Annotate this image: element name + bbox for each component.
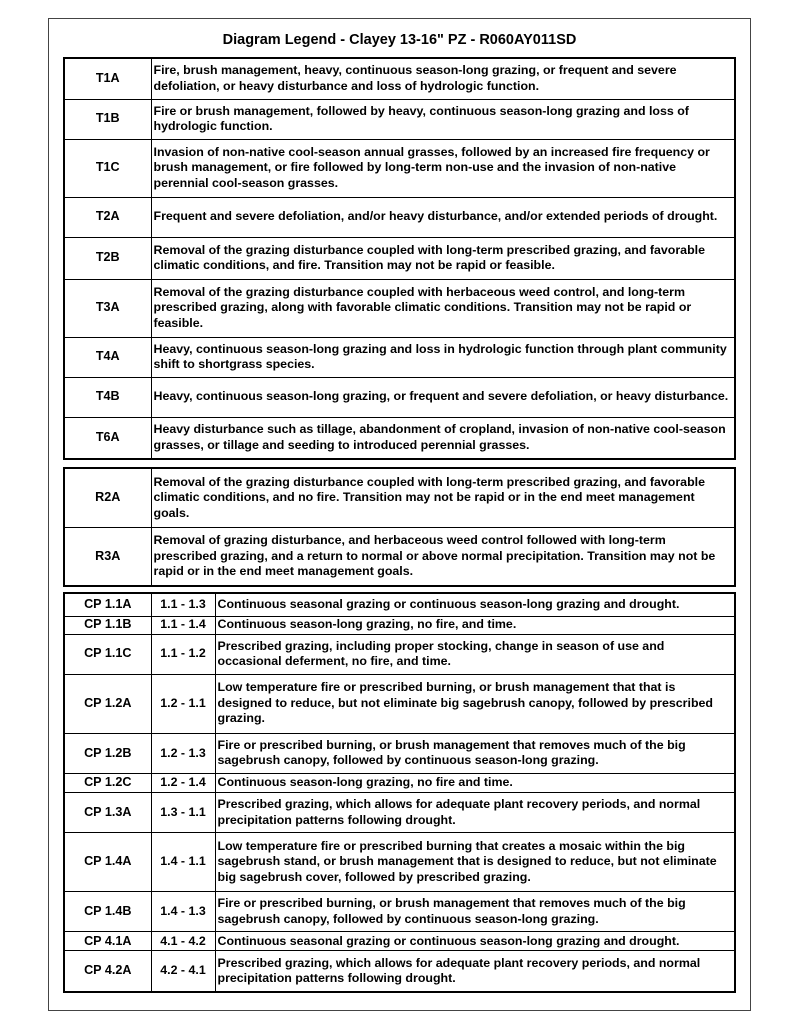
row-description: Prescribed grazing, which allows for adequate plant recovery periods, and normal precipitation patterns following drought. [215,951,734,991]
row-description: Fire, brush management, heavy, continuous season-long grazing, or frequent and severe defoliation, or heavy disturbance and loss of hydrologic function. [151,59,734,99]
row-code: R3A [65,527,151,585]
row-range: 1.2 - 1.4 [151,773,215,792]
transition-row [65,279,734,337]
pathway-row [65,833,734,892]
row-description: Continuous season-long grazing, no fire, and time. [215,616,734,634]
pathways-section [63,592,736,993]
restoration-row [65,527,734,585]
row-code: T3A [65,279,151,337]
row-code: CP 1.2C [65,773,151,792]
restorations-table [65,469,734,585]
row-description: Removal of the grazing disturbance coupled with long-term prescribed grazing, and favorable climatic conditions, and no fire. Transition may not be rapid or in the end meet management goals. [151,469,734,527]
row-code: R2A [65,469,151,527]
row-description: Prescribed grazing, including proper stocking, change in season of use and occasional deferment, no fire, and time. [215,634,734,674]
pathway-row [65,792,734,832]
transition-row [65,337,734,377]
row-code: T2A [65,197,151,237]
row-description: Fire or prescribed burning, or brush management that removes much of the big sagebrush canopy, followed by continuous season-long grazing. [215,733,734,773]
row-range: 4.1 - 4.2 [151,932,215,951]
row-code: CP 1.1C [65,634,151,674]
row-description: Heavy disturbance such as tillage, abandonment of cropland, invasion of non-native cool-season grasses, or tillage and seeding to introduced perennial grasses. [151,417,734,458]
transition-row [65,237,734,279]
row-range: 1.1 - 1.4 [151,616,215,634]
row-code: T2B [65,237,151,279]
row-description: Fire or prescribed burning, or brush management that removes much of the big sagebrush canopy, followed by continuous season-long grazing. [215,892,734,932]
row-code: T1B [65,99,151,139]
transition-row [65,99,734,139]
pathway-row [65,634,734,674]
row-range: 1.2 - 1.1 [151,674,215,733]
row-code: CP 1.1A [65,594,151,616]
row-description: Heavy, continuous season-long grazing, or frequent and severe defoliation, or heavy disturbance. [151,377,734,417]
legend-frame [48,18,751,1011]
pathway-row [65,616,734,634]
row-description: Removal of the grazing disturbance coupled with long-term prescribed grazing, and favorable climatic conditions, and fire. Transition may not be rapid or feasible. [151,237,734,279]
row-range: 1.1 - 1.2 [151,634,215,674]
transitions-table [65,59,734,458]
row-range: 1.4 - 1.3 [151,892,215,932]
row-description: Prescribed grazing, which allows for adequate plant recovery periods, and normal precipitation patterns following drought. [215,792,734,832]
transitions-section [63,57,736,460]
pathway-row [65,951,734,991]
row-range: 4.2 - 4.1 [151,951,215,991]
row-code: T6A [65,417,151,458]
row-description: Continuous seasonal grazing or continuous season-long grazing and drought. [215,932,734,951]
row-code: CP 1.2A [65,674,151,733]
row-range: 1.3 - 1.1 [151,792,215,832]
row-description: Low temperature fire or prescribed burning that creates a mosaic within the big sagebrush stand, or brush management that is designed to reduce, but not eliminate big sagebrush cover, followed by prescribed grazing. [215,833,734,892]
row-description: Continuous seasonal grazing or continuous season-long grazing and drought. [215,594,734,616]
row-code: T1A [65,59,151,99]
pathway-row [65,733,734,773]
transition-row [65,139,734,197]
pathways-table [65,594,734,991]
pathway-row [65,932,734,951]
row-description: Frequent and severe defoliation, and/or heavy disturbance, and/or extended periods of drought. [151,197,734,237]
row-code: T4B [65,377,151,417]
row-description: Heavy, continuous season-long grazing and loss in hydrologic function through plant community shift to shortgrass species. [151,337,734,377]
row-range: 1.2 - 1.3 [151,733,215,773]
row-range: 1.4 - 1.1 [151,833,215,892]
row-code: CP 4.2A [65,951,151,991]
row-description: Continuous season-long grazing, no fire and time. [215,773,734,792]
row-description: Fire or brush management, followed by heavy, continuous season-long grazing and loss of hydrologic function. [151,99,734,139]
pathway-row [65,594,734,616]
row-code: CP 1.3A [65,792,151,832]
transition-row [65,197,734,237]
restorations-section [63,467,736,587]
restoration-row [65,469,734,527]
row-code: CP 1.2B [65,733,151,773]
row-code: CP 1.4A [65,833,151,892]
transition-row [65,377,734,417]
row-description: Invasion of non-native cool-season annual grasses, followed by an increased fire frequency or brush management, or fire followed by long-term non-use and the invasion of non-native perennial cool-season grasses. [151,139,734,197]
row-code: CP 1.1B [65,616,151,634]
row-range: 1.1 - 1.3 [151,594,215,616]
row-code: T1C [65,139,151,197]
pathway-row [65,773,734,792]
row-description: Low temperature fire or prescribed burning, or brush management that that is designed to reduce, but not eliminate big sagebrush canopy, followed by prescribed grazing. [215,674,734,733]
legend-title: Diagram Legend - Clayey 13-16" PZ - R060AY011SD [222,32,577,48]
row-description: Removal of grazing disturbance, and herbaceous weed control followed with long-term prescribed grazing, and a return to normal or above normal precipitation. Transition may not be rapid or in the end meet management goals. [151,527,734,585]
row-description: Removal of the grazing disturbance coupled with herbaceous weed control, and long-term prescribed grazing, along with favorable climatic conditions. Transition may not be rapid or feasible. [151,279,734,337]
row-code: CP 4.1A [65,932,151,951]
transition-row [65,417,734,458]
pathway-row [65,892,734,932]
row-code: T4A [65,337,151,377]
pathway-row [65,674,734,733]
transition-row [65,59,734,99]
row-code: CP 1.4B [65,892,151,932]
